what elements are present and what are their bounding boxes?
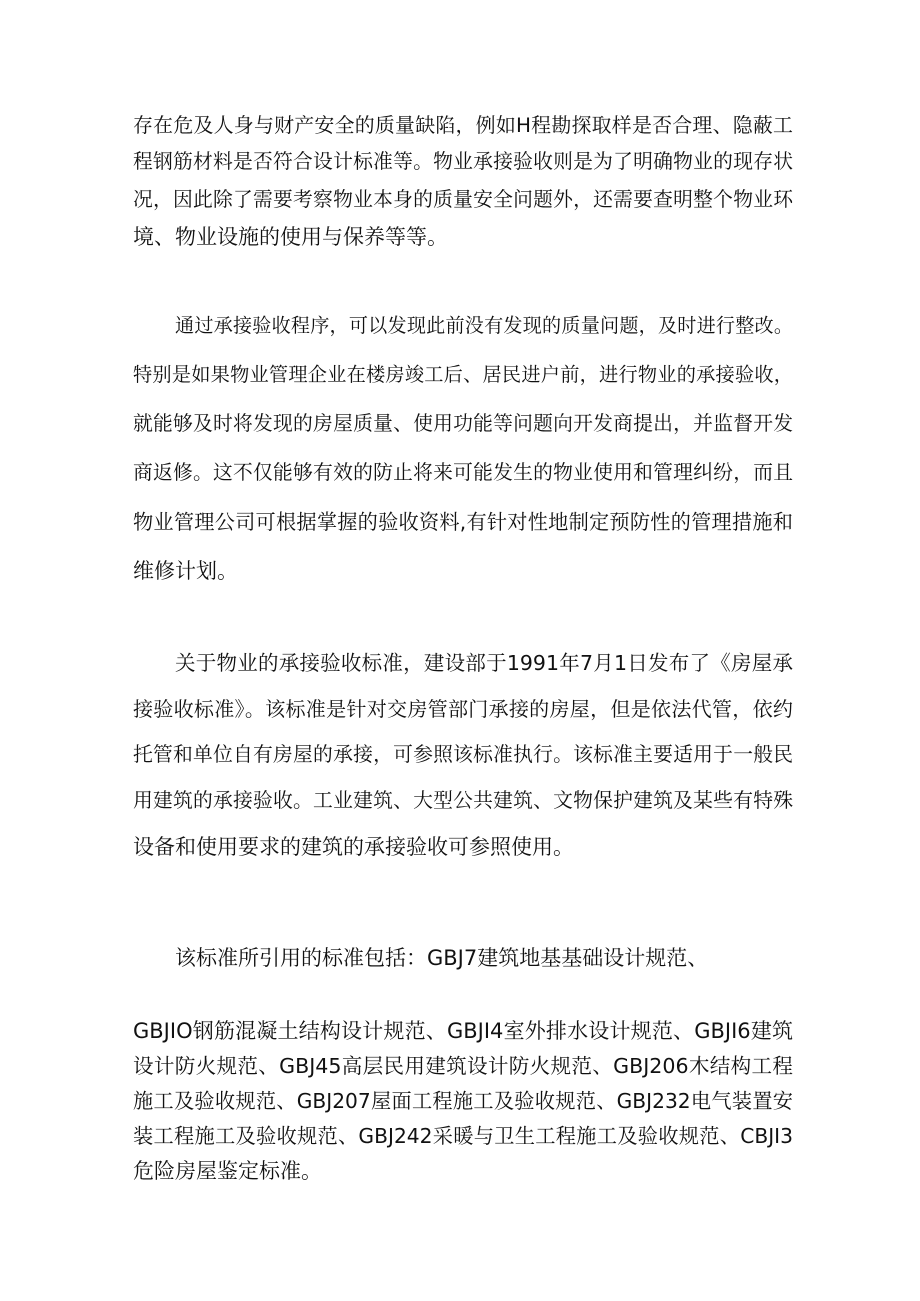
text-line: 通过承接验收程序，可以发现此前没有发现的质量问题，及时进行整改。 [175,314,793,337]
text-line: 接验收标准》。该标准是针对交房管部门承接的房屋，但是依法代管，依约 [133,697,793,721]
text-line: 用建筑的承接验收。工业建筑、大型公共建筑、文物保护建筑及某些有特殊 [133,789,793,812]
text-line: 设备和使用要求的建筑的承接验收可参照使用。 [133,835,574,859]
text-line: GBJIO钢筋混凝土结构设计规范、GBJI4室外排水设计规范、GBJI6建筑 [133,1019,793,1043]
text-line: 特别是如果物业管理企业在楼房竣工后、居民进户前，进行物业的承接验收， [133,363,793,386]
text-line: 存在危及人身与财产安全的质量缺陷，例如H程勘探取样是否合理、隐蔽工 [133,113,793,137]
text-line: 托管和单位自有房屋的承接，可参照该标准执行。该标准主要适用于一般民 [133,743,793,766]
text-line: 设计防火规范、GBJ45高层民用建筑设计防火规范、GBJ206木结构工程 [133,1054,793,1078]
text-line: 危险房屋鉴定标准。 [133,1159,322,1183]
text-line: 商返修。这不仅能够有效的防止将来可能发生的物业使用和管理纠纷，而且 [133,461,793,484]
text-line: 关于物业的承接验收标准，建设部于1991年7月1日发布了《房屋承 [175,651,793,675]
text-line: 物业管理公司可根据掌握的验收资料,有针对性地制定预防性的管理措施和 [133,510,793,534]
text-line: 该标准所引用的标准包括：GBJ7建筑地基基础设计规范、 [175,946,709,970]
text-line: 施工及验收规范、GBJ207屋面工程施工及验收规范、GBJ232电气装置安 [133,1089,793,1113]
text-line: 况，因此除了需要考察物业本身的质量安全问题外，还需要查明整个物业环 [133,188,793,211]
text-line: 程钢筋材料是否符合设计标准等。物业承接验收则是为了明确物业的现存状 [133,150,793,173]
text-line: 装工程施工及验收规范、GBJ242采暖与卫生工程施工及验收规范、CBJI3 [133,1124,793,1148]
text-line: 境、物业设施的使用与保养等等。 [133,225,448,249]
text-line: 维修计划。 [133,559,238,583]
text-line: 就能够及时将发现的房屋质量、使用功能等问题向开发商提出，并监督开发 [133,412,793,435]
